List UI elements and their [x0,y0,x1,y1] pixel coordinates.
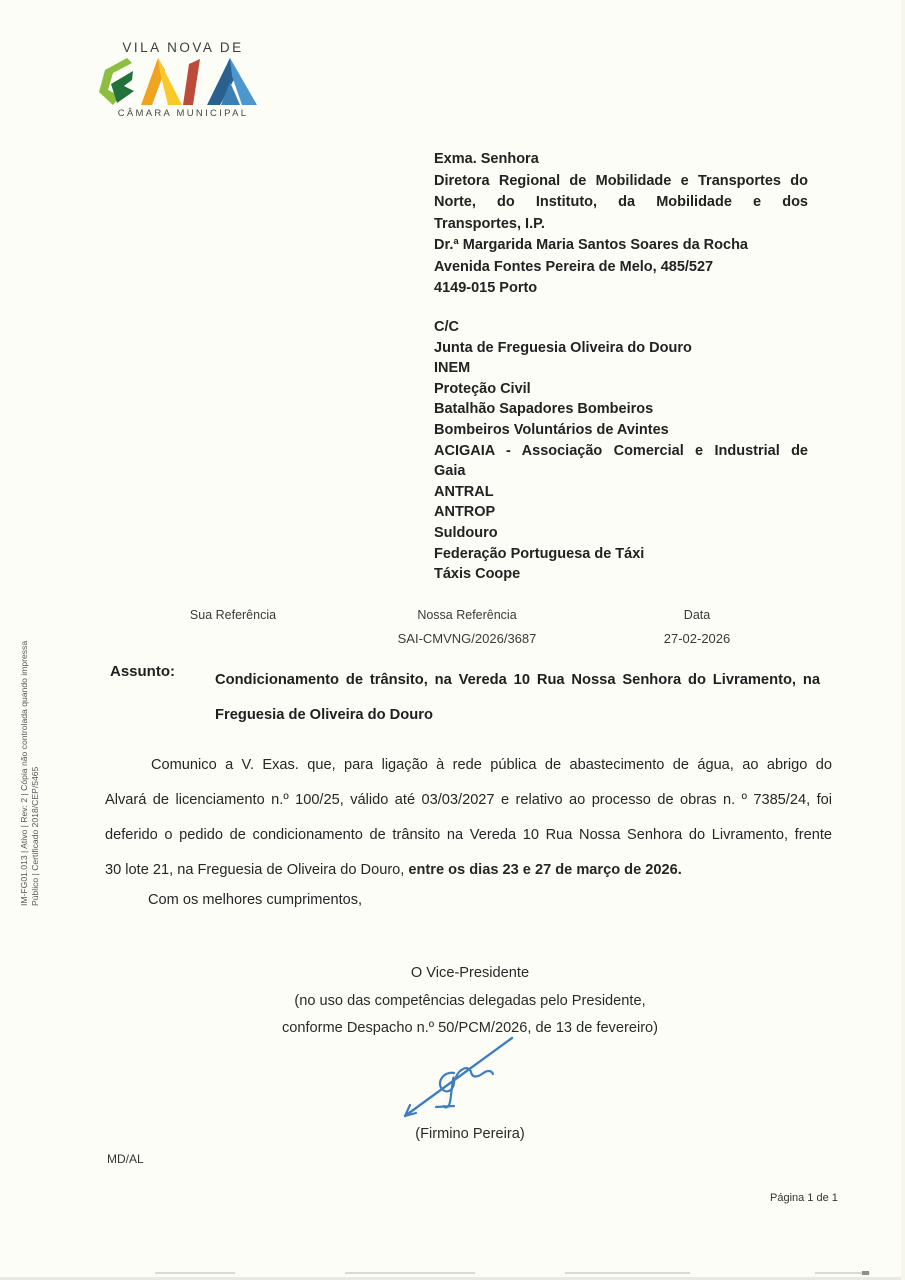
body-last-bold: entre os dias 23 e 27 de março de 2026. [408,862,682,878]
document-control-text [19,624,43,906]
cc-item: Suldouro [434,524,498,541]
cc-item: Proteção Civil [434,380,531,397]
document-control-line1: IM-FG01.013 | Ativo | Rev: 2 | Cópia não controlada quando impressa [19,640,29,906]
document-control-line2: Público | Certificado 2018/CEP/5465 [30,766,40,906]
our-reference-value: SAI-CMVNG/2026/3687 [397,631,537,646]
cc-label: C/C [434,319,459,335]
recipient-line: Dr.ª Margarida Maria Santos Soares da Rocha [434,237,749,253]
body-paragraph [105,748,832,888]
body-line: Comunico a V. Exas. que, para ligação à rede pública de abastecimento de água, ao abrigo do [151,757,832,773]
scan-artifact-dash [155,1272,235,1274]
your-reference-column [123,608,343,631]
cc-item: ANTRAL [434,483,494,500]
body-line: Alvará de licenciamento n.º 100/25, válido até 03/03/2027 e relativo ao processo de obras n. º 7385/24, foi [105,792,832,808]
signature-ink [392,1036,520,1130]
signature-block [190,960,750,1043]
subject-line: Condicionamento de trânsito, na Vereda 10 Rua Nossa Senhora do Livramento, na [215,672,820,688]
recipient-line: Transportes, I.P. [434,215,545,232]
signer-title: O Vice-Presidente [410,965,530,981]
cc-item: INEM [434,360,471,377]
scan-right-edge [901,0,905,1280]
your-reference-label: Sua Referência [189,608,277,622]
subject-line: Freguesia de Oliveira do Douro [215,707,433,723]
recipient-line: Avenida Fontes Pereira de Melo, 485/527 [434,258,714,275]
cc-item: Batalhão Sapadores Bombeiros [434,401,654,418]
recipient-block [434,149,808,300]
body-line: deferido o pedido de condicionamento de trânsito na Vereda 10 Rua Nossa Senhora do Livramento, frente [105,827,832,843]
cc-item: Bombeiros Voluntários de Avintes [434,421,669,438]
cc-item: Gaia [434,463,466,480]
logo-letter-g [99,58,134,105]
signer-name: (Firmino Pereira) [415,1126,525,1142]
our-reference-label: Nossa Referência [417,608,517,622]
scan-artifact-dash [345,1272,475,1274]
page-number: Página 1 de 1 [770,1192,838,1204]
recipient-line: 4149-015 Porto [434,280,538,296]
clerk-initials: MD/AL [107,1152,144,1166]
recipient-line: Norte, do Instituto, da Mobilidade e dos [434,194,808,210]
logo-letter-i [183,59,200,105]
cc-item: Junta de Freguesia Oliveira do Douro [434,339,692,356]
cc-block [434,317,808,585]
logo-letter-a2 [207,58,257,105]
recipient-line: Diretora Regional de Mobilidade e Transportes do [434,172,808,189]
date-label: Data [683,608,711,622]
closing-salutation: Com os melhores cumprimentos, [148,892,363,908]
date-column [587,608,807,646]
logo-bottom-text: CÂMARA MUNICIPAL [117,108,249,119]
cc-item: Táxis Coope [434,566,521,583]
date-value: 27-02-2026 [663,631,731,646]
signature-stroke [405,1038,512,1116]
cc-item: ACIGAIA - Associação Comercial e Industrial de [434,442,808,459]
logo-letter-a1 [141,58,182,105]
our-reference-column [357,608,577,646]
municipality-logo [95,40,271,119]
scan-artifact-dash [565,1272,690,1274]
cc-item: ANTROP [434,504,496,521]
cc-item: Federação Portuguesa de Táxi [434,545,645,562]
recipient-line: Exma. Senhora [434,151,539,167]
subject-label: Assunto: [110,663,175,680]
delegation-line: (no uso das competências delegadas pelo Presidente, [294,992,646,1009]
body-line [105,853,832,888]
body-last-normal: 30 lote 21, na Freguesia de Oliveira do Douro, [105,862,409,878]
gaia-logo-icon [97,58,269,106]
subject-text [215,663,820,733]
scan-artifact-tick [862,1271,869,1275]
logo-top-text: VILA NOVA DE [122,40,244,55]
dispatch-line: conforme Despacho n.º 50/PCM/2026, de 13 de fevereiro) [281,1020,659,1036]
